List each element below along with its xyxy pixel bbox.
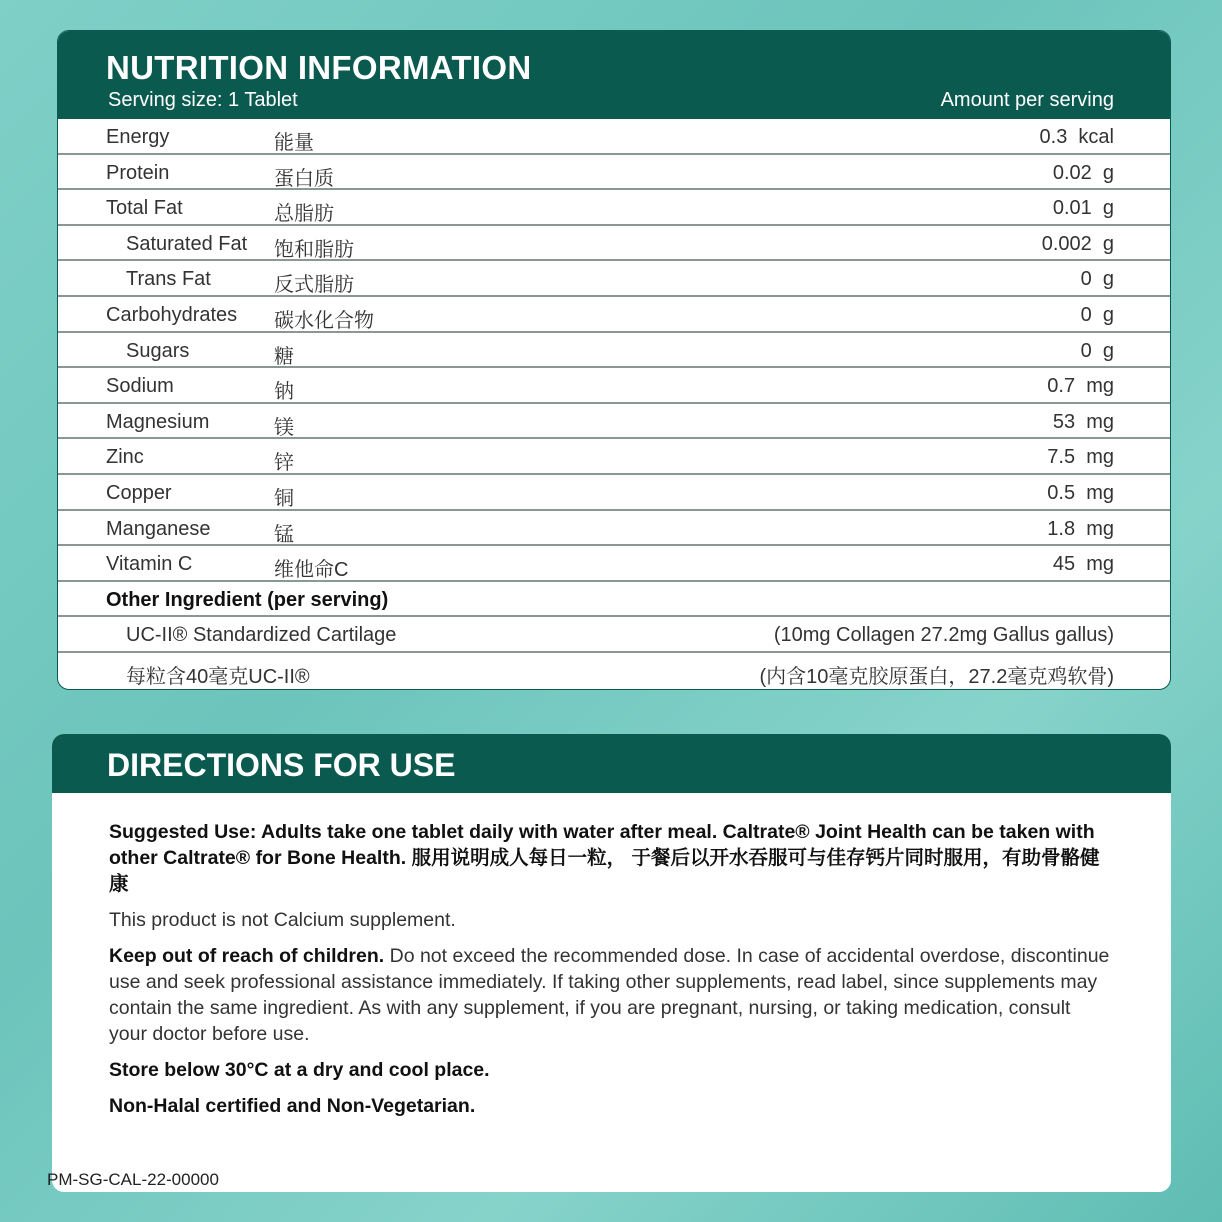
suggested-use	[109, 819, 1111, 897]
directions-body	[52, 793, 1171, 1119]
nutrient-name: Total Fat	[106, 197, 183, 220]
nutrient-value: 0 g	[1080, 268, 1114, 291]
nutrient-name: Zinc	[106, 446, 144, 469]
nutrient-name-zh: 反式脂肪	[274, 274, 354, 297]
nutrient-name-zh: 总脂肪	[274, 203, 334, 226]
nutrient-value: 0.01 g	[1052, 197, 1114, 220]
other-ingredient-heading-row	[58, 582, 1170, 618]
nutrition-title: NUTRITION INFORMATION	[106, 49, 532, 86]
nutrition-row	[58, 368, 1170, 404]
other-ingredient-heading: Other Ingredient (per serving)	[106, 588, 389, 611]
directions-panel	[52, 734, 1171, 1192]
halal-note	[109, 1093, 1111, 1119]
amount-per-serving-label: Amount per serving	[940, 89, 1114, 111]
nutrient-value: 0.02 g	[1052, 161, 1114, 184]
nutrient-name-zh: 碳水化合物	[274, 309, 374, 332]
nutrient-name-zh: 维他命C	[274, 559, 349, 582]
nutrient-name: Manganese	[106, 517, 211, 540]
nutrient-name-zh: 锰	[274, 523, 294, 546]
nutrient-value: 0.002 g	[1041, 232, 1114, 255]
nutrition-row	[58, 261, 1170, 297]
ingredient-value: (10mg Collagen 27.2mg Gallus gallus)	[773, 624, 1114, 647]
nutrient-name-zh: 锌	[274, 452, 294, 475]
nutrition-row	[58, 404, 1170, 440]
nutrition-row	[58, 475, 1170, 511]
product-code: PM-SG-CAL-22-00000	[47, 1170, 219, 1189]
warning-bold: Keep out of reach of children.	[109, 945, 385, 967]
nutrient-value: 1.8 mg	[1047, 517, 1114, 540]
nutrient-name-zh: 饱和脂肪	[274, 238, 354, 261]
nutrition-row	[58, 333, 1170, 369]
not-calcium-note: This product is not Calcium supplement.	[109, 909, 456, 931]
ingredient-name: UC-II® Standardized Cartilage	[126, 624, 397, 647]
nutrient-name: Sodium	[106, 375, 174, 398]
nutrient-name: Trans Fat	[126, 268, 211, 291]
nutrient-name-zh: 镁	[274, 416, 294, 439]
nutrient-name-zh: 钠	[274, 381, 294, 404]
other-ingredient-row	[58, 653, 1170, 689]
nutrient-name-zh: 铜	[274, 487, 294, 510]
suggested-use-en: Suggested Use: Adults take one tablet daily with water after meal. Caltrate® Joint Health can be taken with other Caltrate® for Bone Health.	[109, 821, 1095, 869]
directions-header	[52, 734, 1171, 793]
nutrient-name-zh: 蛋白质	[274, 167, 334, 190]
nutrition-row	[58, 511, 1170, 547]
nutrition-row	[58, 155, 1170, 191]
storage-text: Store below 30°C at a dry and cool place.	[109, 1059, 490, 1081]
nutrient-name: Vitamin C	[106, 553, 193, 576]
nutrient-name-zh: 糖	[274, 345, 294, 368]
nutrition-row	[58, 297, 1170, 333]
nutrition-table	[58, 119, 1170, 689]
halal-text: Non-Halal certified and Non-Vegetarian.	[109, 1095, 476, 1117]
nutrition-row	[58, 546, 1170, 582]
ingredient-name: 每粒含40毫克UC-II®	[126, 665, 310, 688]
serving-size: Serving size: 1 Tablet	[108, 89, 298, 111]
nutrition-row	[58, 439, 1170, 475]
other-ingredient-row	[58, 617, 1170, 653]
nutrient-name: Sugars	[126, 339, 190, 362]
nutrition-panel	[57, 30, 1171, 690]
nutrition-row	[58, 226, 1170, 262]
nutrient-name: Magnesium	[106, 410, 210, 433]
warning-text: Do not exceed the recommended dose. In case of accidental overdose, discontinue use and seek professional assistance immediately. If taking other supplements, read label, since supplements may contain the same ingredient. As with any supplement, if you are pregnant, nursing, or taking medication, consult your doctor before use.	[109, 945, 1110, 1045]
nutrient-value: 0.3 kcal	[1039, 126, 1114, 148]
nutrition-row	[58, 190, 1170, 226]
nutrient-value: 53 mg	[1052, 410, 1114, 433]
warning	[109, 943, 1111, 1047]
nutrient-name-zh: 能量	[274, 132, 314, 154]
nutrient-value: 0 g	[1080, 303, 1114, 326]
nutrient-name: Carbohydrates	[106, 303, 238, 326]
nutrient-value: 7.5 mg	[1047, 446, 1114, 469]
nutrition-header	[58, 31, 1170, 119]
directions-title: DIRECTIONS FOR USE	[107, 747, 456, 783]
nutrient-value: 45 mg	[1052, 553, 1114, 576]
nutrient-value: 0.5 mg	[1047, 481, 1114, 504]
nutrient-value: 0.7 mg	[1047, 375, 1114, 398]
nutrition-row	[58, 119, 1170, 155]
nutrient-name: Energy	[106, 126, 170, 148]
ingredient-value: (内含10毫克胶原蛋白，27.2毫克鸡软骨)	[759, 665, 1114, 688]
nutrient-value: 0 g	[1080, 339, 1114, 362]
storage-note	[109, 1057, 1111, 1083]
nutrient-name: Copper	[106, 481, 172, 504]
nutrient-name: Protein	[106, 161, 170, 184]
suggested-use-zh: 服用说明成人每日一粒， 于餐后以开水吞服可与佳存钙片同时服用，有助骨骼健康	[109, 847, 1100, 895]
nutrient-name: Saturated Fat	[126, 232, 248, 255]
